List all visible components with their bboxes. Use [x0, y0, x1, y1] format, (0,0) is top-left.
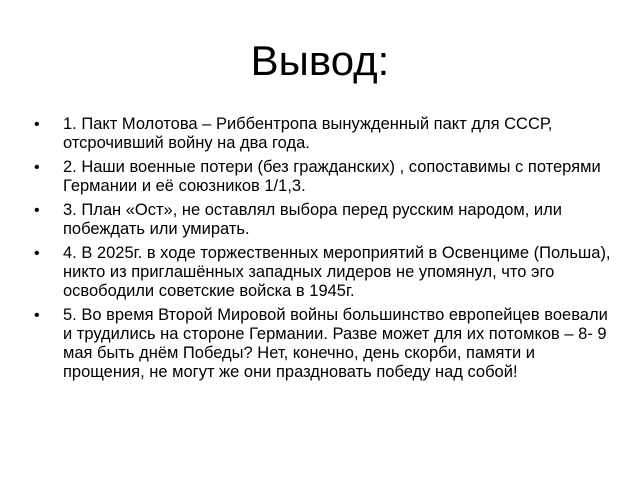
- bullet-text-1: 1. Пакт Молотова – Риббентропа вынужденный пакт для СССР, отсрочивший войну на два года.: [63, 115, 553, 152]
- slide-title: Вывод:: [250, 37, 390, 84]
- bullet-text-3: 3. План «Ост», не оставлял выбора перед русским народом, или побеждать или умирать.: [63, 201, 562, 238]
- bullet-text-4: 4. В 2025г. в ходе торжественных мероприятий в Освенциме (Польша), никто из приглашённых западных лидеров не упомянул, что эго освободили советские войска в 1945г.: [63, 244, 611, 300]
- bullet-icon: •: [34, 202, 40, 219]
- bullet-text-2: 2. Наши военные потери (без гражданских) , сопоставимы с потерями Германии и её союзников 1/1,3.: [63, 158, 601, 195]
- bullet-item-2: [32, 158, 612, 196]
- bullet-list: [32, 115, 612, 387]
- bullet-item-3: [32, 201, 612, 239]
- bullet-icon: •: [34, 307, 40, 324]
- bullet-icon: •: [34, 116, 40, 133]
- bullet-icon: •: [34, 159, 40, 176]
- bullet-text-5: 5. Во время Второй Мировой войны большинство европейцев воевали и трудились на стороне Германии. Разве может для их потомков – 8- 9 мая быть днём Победы? Нет, конечно, день скорби, памяти и прощения, не могут же они праздновать победу над собой!: [63, 306, 608, 381]
- bullet-item-4: [32, 244, 612, 301]
- bullet-icon: •: [34, 245, 40, 262]
- bullet-item-1: [32, 115, 612, 153]
- bullet-item-5: [32, 306, 612, 382]
